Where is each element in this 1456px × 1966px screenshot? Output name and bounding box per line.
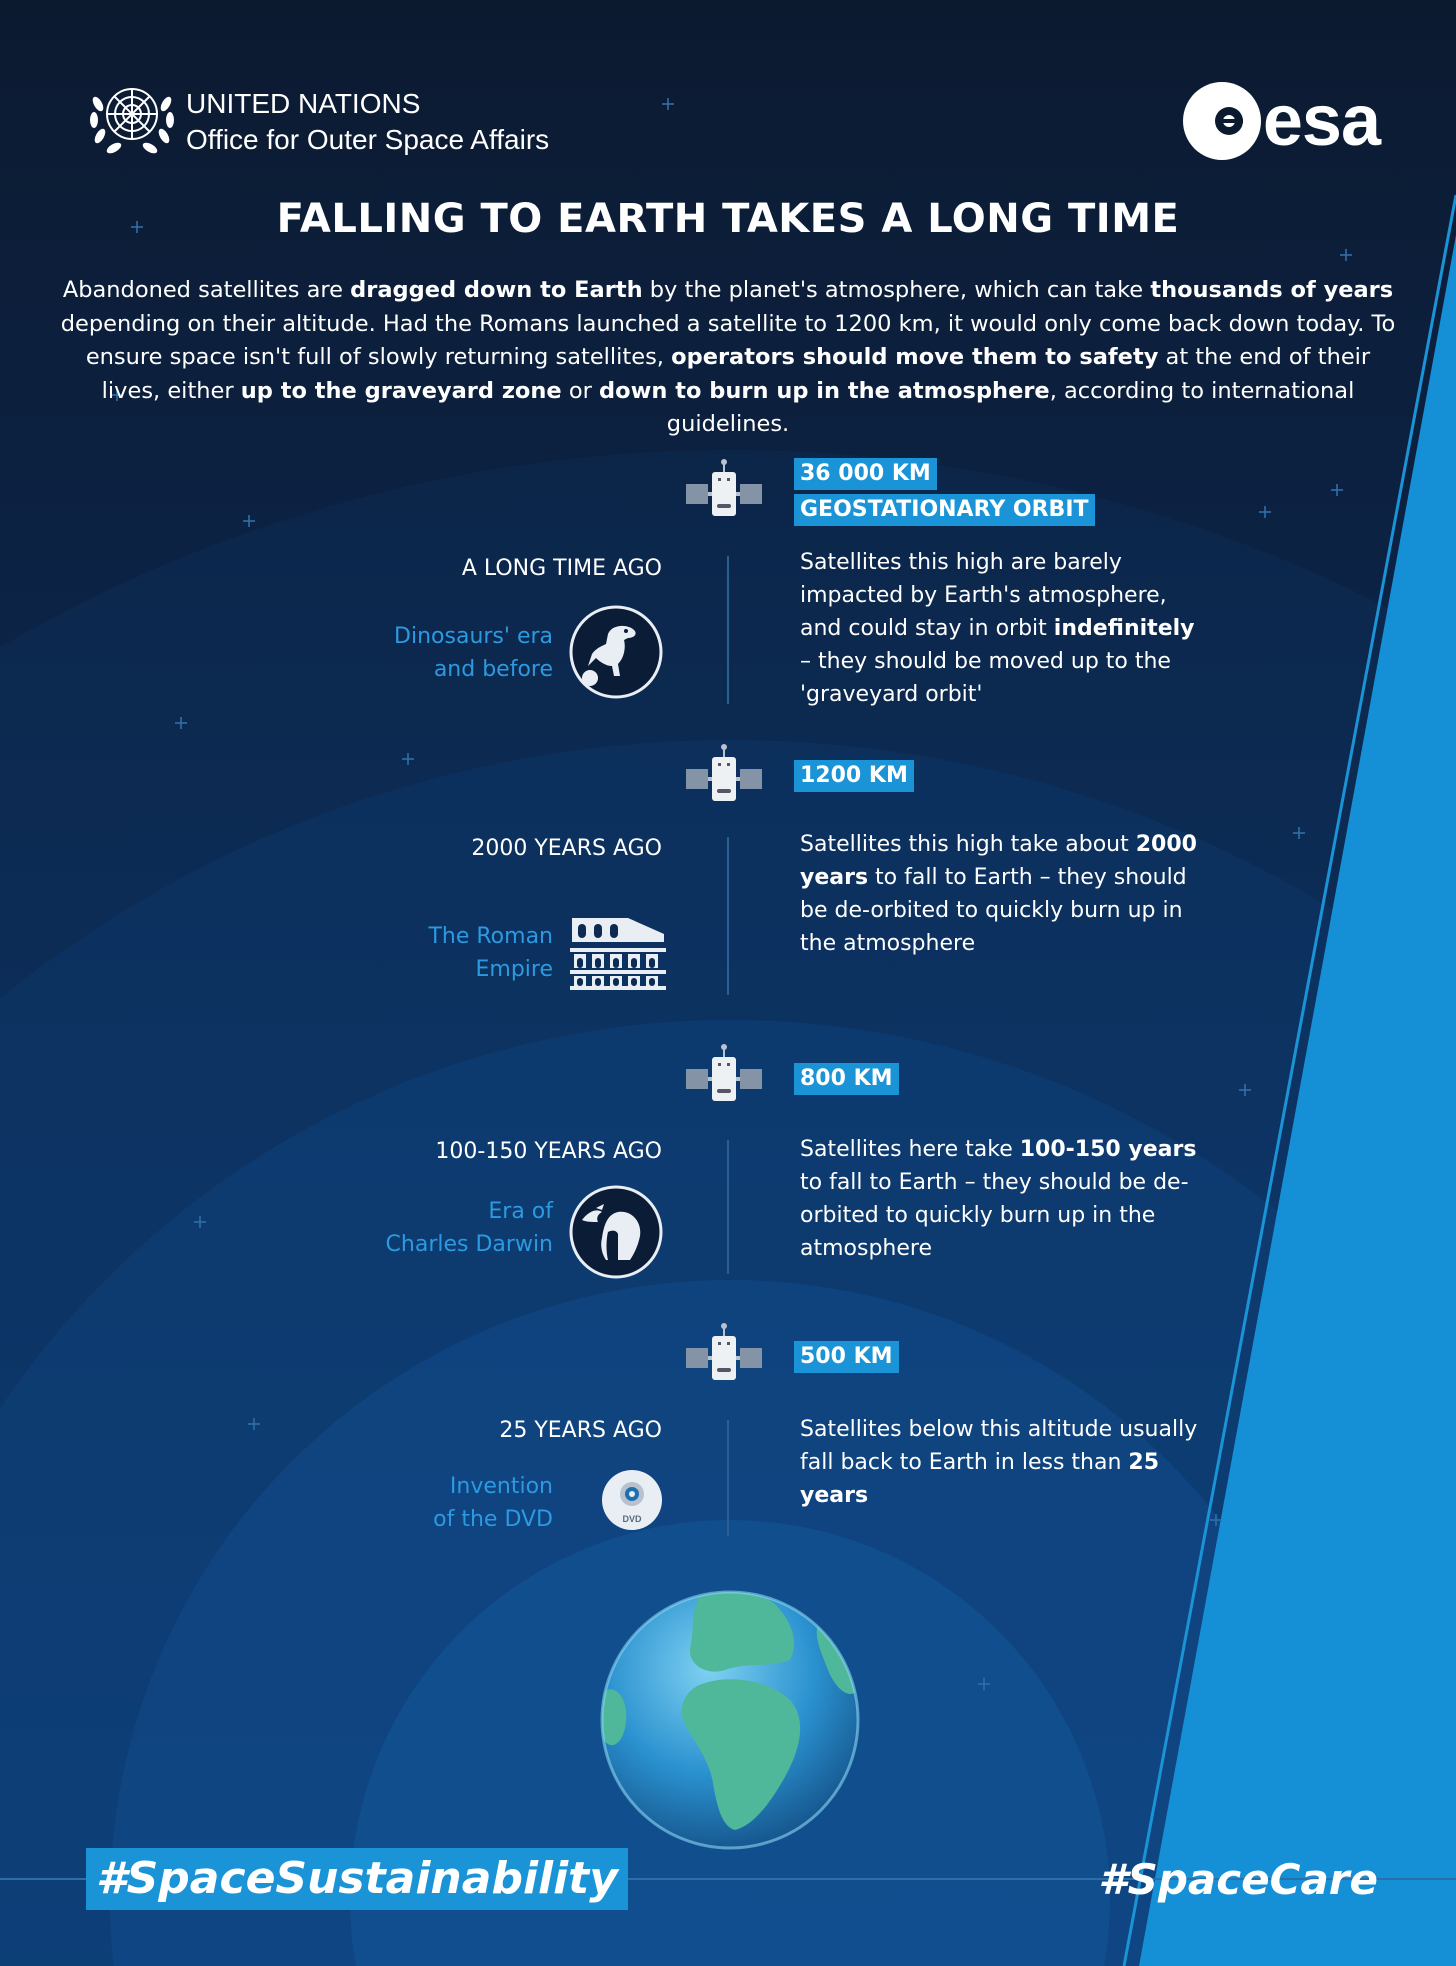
- level-description: [800, 1133, 1200, 1265]
- altitude-tag-1200: 1200 KM: [794, 760, 914, 792]
- desc-text: Satellites this high take about: [800, 832, 1136, 857]
- era-label: [428, 920, 553, 986]
- era-label: [386, 1195, 553, 1261]
- un-oosa-name: [186, 86, 549, 158]
- intro-paragraph: [60, 274, 1396, 442]
- darwin-icon: [568, 1184, 664, 1280]
- altitude-tag-800: 800 KM: [794, 1063, 899, 1095]
- satellite-icon: [684, 1322, 764, 1384]
- era-line: The Roman: [428, 924, 553, 949]
- colosseum-icon: [568, 912, 668, 990]
- altitude-tag-500: 500 KM: [794, 1341, 899, 1373]
- earth-illustration: [600, 1592, 858, 1848]
- hashtag-space-care[interactable]: #SpaceCare: [1098, 1855, 1378, 1904]
- un-emblem-icon: [86, 76, 178, 156]
- satellite-icon: [684, 458, 764, 520]
- intro-bold: down to burn up in the atmosphere: [599, 377, 1050, 404]
- hashtag-space-sustainability[interactable]: #SpaceSustainability: [86, 1848, 628, 1910]
- altitude-tag-36000: 36 000 KM: [794, 458, 937, 490]
- intro-text: by the planet's atmosphere, which can take: [642, 277, 1151, 303]
- desc-text: – they should be moved up to the 'graveyard orbit': [800, 649, 1171, 707]
- era-line: Dinosaurs' era: [394, 624, 553, 649]
- timeline-divider: [727, 556, 729, 704]
- level-description: [800, 828, 1200, 960]
- dvd-icon: [600, 1468, 664, 1532]
- intro-text: or: [561, 377, 599, 404]
- intro-text: Abandoned satellites are: [62, 277, 351, 303]
- time-label: 25 YEARS AGO: [499, 1418, 662, 1443]
- intro-text: depending on their altitude. Had the Romans launched a satellite to 1200 km, it would only come back down today. To ensure space isn't full of slowly returning satellites,: [60, 310, 1396, 370]
- intro-bold: operators should move them to safety: [671, 344, 1159, 370]
- desc-text: Satellites below this altitude usually fall back to Earth in less than: [800, 1417, 1198, 1475]
- esa-wordmark: esa: [1262, 81, 1380, 161]
- era-label: [394, 620, 553, 686]
- intro-text: at the end of their lives, either: [101, 344, 1371, 404]
- timeline-divider: [727, 837, 729, 995]
- era-line: Empire: [475, 957, 553, 982]
- era-label: [433, 1470, 553, 1536]
- desc-bold: 2000 years: [800, 832, 1197, 890]
- desc-text: Satellites this high are barely impacted by Earth's atmosphere, and could stay in orbit: [800, 550, 1167, 641]
- intro-bold: dragged down to Earth: [350, 277, 643, 303]
- intro-bold: up to the graveyard zone: [240, 377, 562, 404]
- timeline-divider: [727, 1140, 729, 1274]
- esa-logo: [1181, 80, 1380, 162]
- org-line-2: Office for Outer Space Affairs: [186, 124, 550, 155]
- orbit-name-tag: GEOSTATIONARY ORBIT: [794, 494, 1095, 526]
- esa-mark-icon: [1181, 80, 1263, 162]
- time-label: A LONG TIME AGO: [461, 556, 662, 581]
- satellite-icon: [684, 743, 764, 805]
- intro-text: , according to international guidelines.: [666, 377, 1355, 437]
- era-line: Invention: [449, 1474, 553, 1499]
- desc-text: to fall to Earth – they should be de-orbited to quickly burn up in the atmosphere: [800, 865, 1187, 956]
- intro-bold: thousands of years: [1150, 277, 1394, 303]
- era-line: Era of: [488, 1199, 553, 1224]
- desc-text: Satellites here take: [800, 1137, 1020, 1162]
- level-description: [800, 546, 1200, 711]
- org-line-1: UNITED NATIONS: [186, 88, 421, 119]
- era-line: Charles Darwin: [385, 1232, 553, 1257]
- satellite-icon: [684, 1043, 764, 1105]
- dinosaur-icon: [568, 604, 664, 700]
- desc-bold: indefinitely: [1053, 616, 1195, 641]
- time-label: 100-150 YEARS AGO: [435, 1139, 662, 1164]
- time-label: 2000 YEARS AGO: [471, 836, 662, 861]
- page-title: FALLING TO EARTH TAKES A LONG TIME: [276, 196, 1180, 242]
- desc-text: to fall to Earth – they should be de-orbited to quickly burn up in the atmosphere: [800, 1170, 1189, 1261]
- dvd-label: DVD: [622, 1514, 642, 1524]
- era-line: of the DVD: [433, 1507, 553, 1532]
- desc-bold: 100-150 years: [1019, 1137, 1197, 1162]
- desc-bold: 25 years: [800, 1450, 1160, 1508]
- level-description: [800, 1413, 1200, 1512]
- era-line: and before: [433, 657, 553, 682]
- timeline-divider: [727, 1420, 729, 1536]
